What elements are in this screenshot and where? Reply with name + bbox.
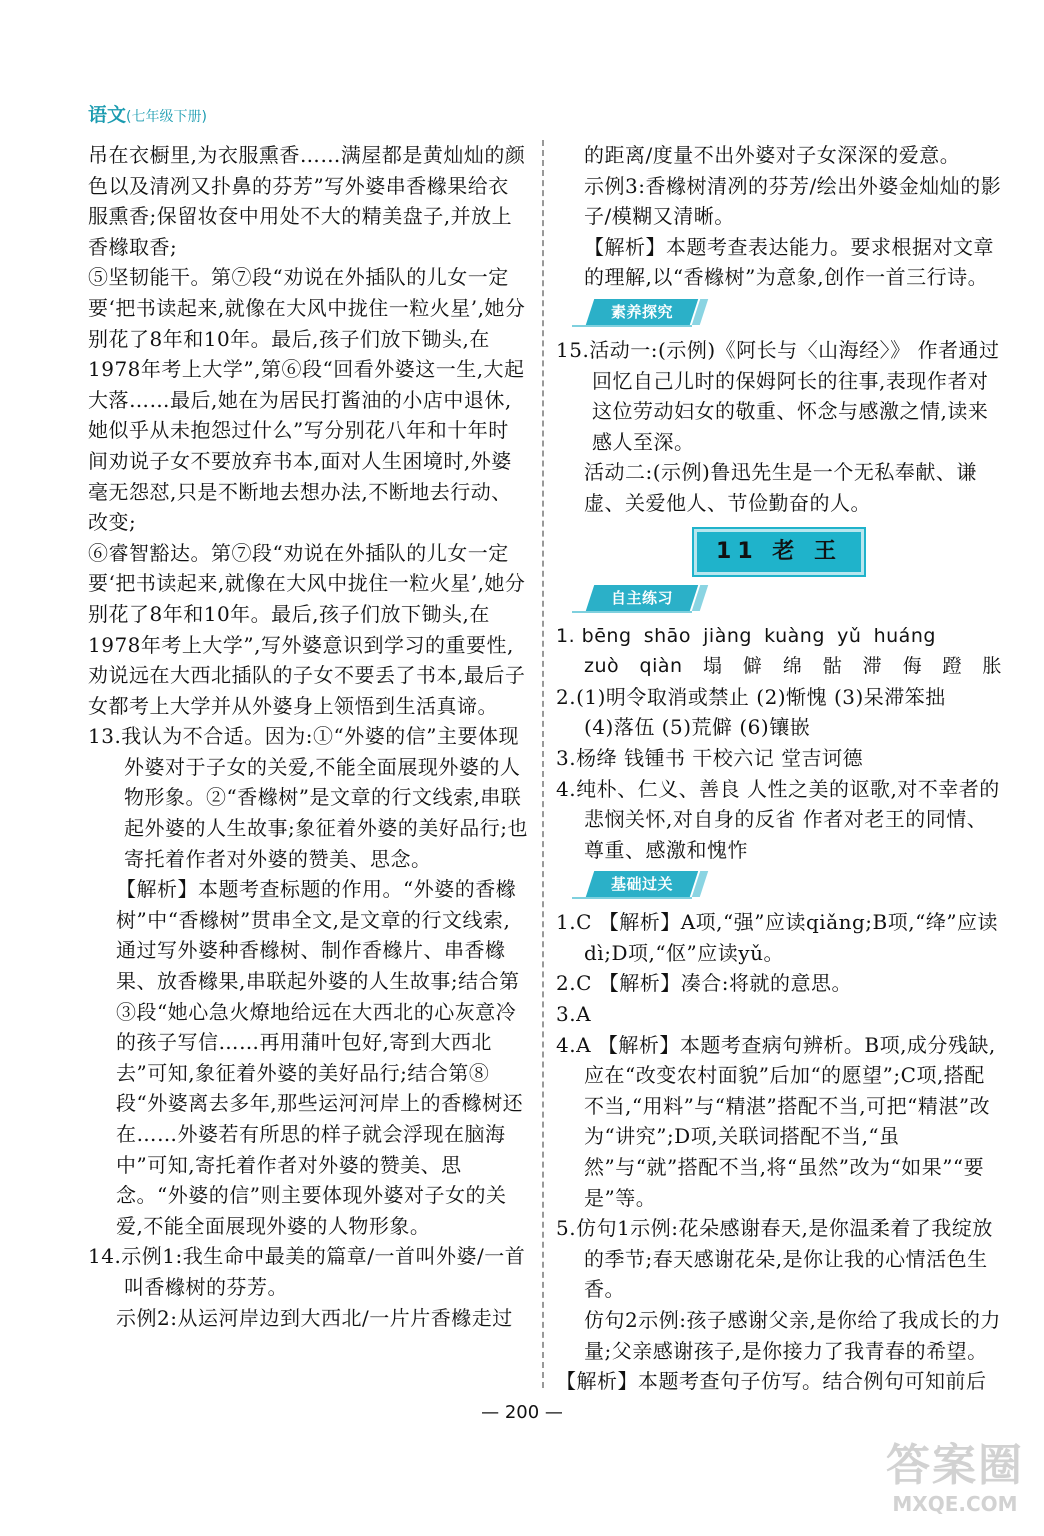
- answer-13: 13.我认为不合适。因为:①“外婆的信”主要体现外婆对于子女的关爱,不能全面展现外婆的人物形象。②“香橼树”是文章的行文线索,串联起外婆的人生故事;象征着外婆的美好品行;也寄托着作者对外婆的赞美、思念。: [88, 724, 528, 871]
- paragraph: 吊在衣橱里,为衣服熏香……满屋都是黄灿灿的颜色以及清冽又扑鼻的芬芳”写外婆串香橼果给衣服熏香;保留妆奁中用处不大的精美盘子,并放上香橼取香;: [88, 143, 526, 259]
- section-banner-zizhu: [556, 583, 1002, 617]
- banner-tag: 素养探究: [586, 299, 698, 325]
- jichu-answer-5: 5.仿句1示例:花朵感谢春天,是你温柔着了我绽放的季节;春天感谢花朵,是你让我的心情活色生香。: [556, 1216, 993, 1302]
- jichu-answer-1: 1.C 【解析】A项,“强”应读qiǎng;B项,“绛”应读dì;D项,“伛”应读yǔ。: [556, 910, 999, 965]
- paragraph: 示例3:香橼树清冽的芬芳/绘出外婆金灿灿的影子/模糊又清晰。: [584, 173, 1002, 229]
- answer-14-example2: 示例2:从运河岸边到大西北/一片片香橼走过: [116, 1305, 513, 1330]
- section-banner-jichu: [556, 869, 1002, 903]
- paragraph: ⑤坚韧能干。第⑦段“劝说在外插队的儿女一定要‘把书读起来,就像在大风中拢住一粒火星’,她分别花了8年和10年。最后,孩子们放下锄头,在1978年考上大学”,第⑥段“回看外婆这一生,大起大落……最后,她在为居民打酱油的小店中退休,她似乎从未抱怨过什么”写分别花八年和十年时间劝说子女不要放弃书本,面对人生困境时,外婆毫无怨怼,只是不断地去想办法,不断地去行动、改变;: [88, 265, 526, 535]
- jichu-answer-3: 3.A: [556, 1002, 592, 1027]
- answer-15-activity2: 活动二:(示例)鲁迅先生是一个无私奉献、谦虚、关爱他人、节俭勤奋的人。: [584, 460, 977, 515]
- jichu-answer-4: 4.A 【解析】本题考查病句辨析。B项,成分残缺,应在“改变农村面貌”后加“的愿望”;C项,搭配不当,“用料”与“精湛”搭配不当,可把“精湛”改为“讲究”;D项,关联词搭配不当,“虽然”与“就”搭配不当,将“虽然”改为“如果”“要是”等。: [556, 1032, 996, 1210]
- jichu-analysis-5: 【解析】本题考查句子仿写。结合例句可知前后: [556, 1369, 987, 1394]
- answer-15-activity1: 15.活动一:(示例)《阿长与〈山海经〉》 作者通过回忆自己儿时的保姆阿长的往事,表现作者对这位劳动妇女的敬重、怀念与感激之情,读来感人至深。: [556, 337, 1000, 454]
- paragraph: 的距离/度量不出外婆对子女深深的爱意。: [584, 143, 961, 167]
- answer-3: 3.杨绛 钱锺书 干校六记 堂吉诃德: [556, 745, 864, 770]
- section-banner-suyang: [556, 297, 1002, 331]
- lesson-title: 11 老 王: [694, 529, 864, 575]
- jichu-answer-2: 2.C 【解析】凑合:将就的意思。: [556, 971, 852, 996]
- page-number: — 200 —: [481, 1402, 563, 1423]
- jichu-answer-5-example2: 仿句2示例:孩子感谢父亲,是你给了我成长的力量;父亲感谢孩子,是你接力了我青春的希望。: [584, 1308, 1001, 1363]
- pinyin-row-2: zuò qiàn 塌 僻 绵 骷 滞 侮 蹬 胀: [584, 655, 1002, 678]
- answer-2-line2: (4)落伍 (5)荒僻 (6)镶嵌: [584, 715, 811, 740]
- left-column: [88, 140, 528, 1333]
- watermark-logo: 答案圈 MXQE.COM: [886, 1440, 1024, 1516]
- analysis-13: 【解析】本题考查标题的作用。“外婆的香橼树”中“香橼树”贯串全文,是文章的行文线索,通过写外婆种香橼树、制作香橼片、串香橼果、放香橼果,串联起外婆的人生故事;结合第③段“她心急火燎地给远在大西北的心灰意冷的孩子写信……再用蒲叶包好,寄到大西北去”可知,象征着外婆的美好品行;结合第⑧段“外婆离去多年,那些运河河岸上的香橼树还在……外婆若有所思的样子就会浮现在脑海中”可知,寄托着作者对外婆的赞美、思念。“外婆的信”则主要体现外婆对子女的关爱,不能全面展现外婆的人物形象。: [116, 877, 524, 1238]
- column-divider: [542, 140, 544, 1388]
- right-column: [556, 140, 1002, 1397]
- pinyin-row-1: 1. bēng shāo jiàng kuàng yǔ huáng: [556, 624, 936, 647]
- analysis-14: 【解析】本题考查表达能力。要求根据对文章的理解,以“香橼树”为意象,创作一首三行诗。: [584, 234, 994, 290]
- answer-2-line1: 2.(1)明令取消或禁止 (2)惭愧 (3)呆滞笨拙: [556, 684, 946, 709]
- banner-tag: 基础过关: [586, 871, 698, 897]
- banner-tag: 自主练习: [586, 585, 698, 611]
- answer-4: 4.纯朴、仁义、善良 人性之美的讴歌,对不幸者的悲悯关怀,对自身的反省 作者对老王的同情、尊重、感激和愧怍: [556, 776, 1000, 862]
- subject-title: 语文: [88, 104, 127, 126]
- page-header: [88, 100, 207, 127]
- answer-14: 14.示例1:我生命中最美的篇章/一首叫外婆/一首叫香橼树的芬芳。: [88, 1244, 526, 1299]
- paragraph: ⑥睿智豁达。第⑦段“劝说在外插队的儿女一定要‘把书读起来,就像在大风中拢住一粒火星’,她分别花了8年和10年。最后,孩子们放下锄头,在1978年考上大学”,写外婆意识到学习的重要性,劝说远在大西北插队的子女不要丢了书本,最后子女都考上大学并从外婆身上领悟到生活真谛。: [88, 540, 526, 718]
- grade-subtitle: (七年级下册): [126, 109, 207, 125]
